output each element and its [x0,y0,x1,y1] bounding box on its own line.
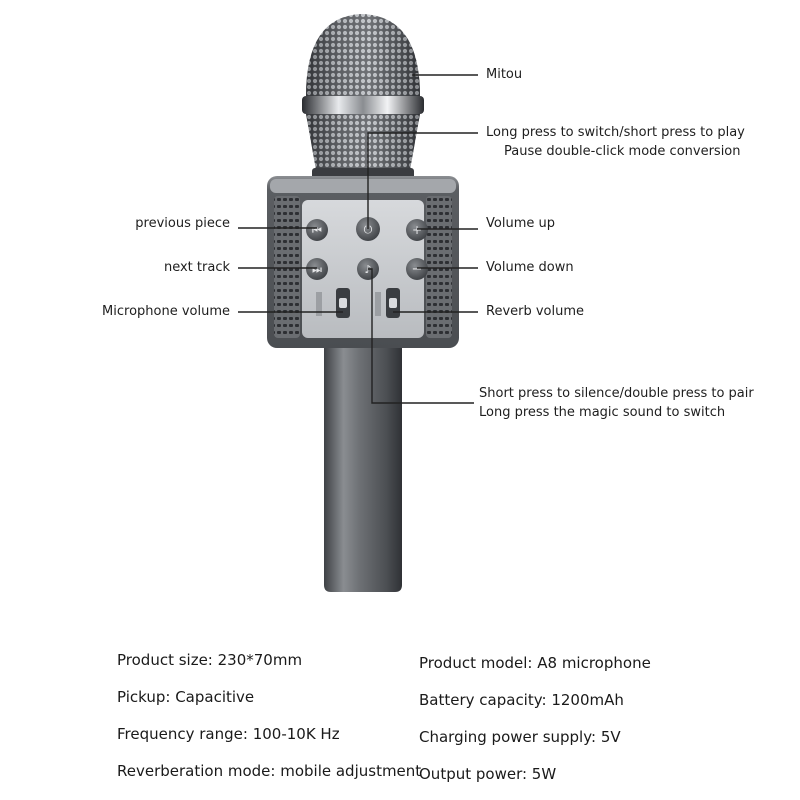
right-speaker-grille [426,196,452,338]
next-label: next track [163,260,230,275]
volume-down-button[interactable] [406,258,428,280]
volume-down-label: Volume down [486,260,574,275]
mesh-head [302,14,424,180]
spec-frequency-range: Frequency range: 100-10K Hz [117,725,340,743]
spec-reverberation-mode: Reverberation mode: mobile adjustment [117,762,422,780]
next-button[interactable] [306,258,328,280]
previous-label: previous piece [135,216,230,231]
mitou-label: Mitou [486,67,523,82]
svg-text:⏮: ⏮ [312,224,322,237]
spec-pickup: Pickup: Capacitive [117,688,255,706]
microphone-volume-label: Microphone volume [102,304,230,319]
spec-product-size: Product size: 230*70mm [117,651,303,669]
svg-text:♪: ♪ [364,263,372,276]
spec-battery-capacity: Battery capacity: 1200mAh [419,691,624,709]
spec-charging-power: Charging power supply: 5V [419,728,621,746]
previous-button[interactable] [306,219,328,241]
spec-output-power: Output power: 5W [419,765,557,783]
play-label-line2: Pause double-click mode conversion [504,144,741,159]
handle [324,340,402,592]
spec-product-model: Product model: A8 microphone [419,654,651,672]
mute-label-line2: Long press the magic sound to switch [479,405,726,420]
left-speaker-grille [274,196,300,338]
mute-label-line1: Short press to silence/double press to pair [479,386,754,401]
reverb-volume-slider[interactable] [375,288,400,318]
volume-up-button[interactable] [406,219,428,241]
reverb-volume-label: Reverb volume [486,304,585,319]
play-label-line1: Long press to switch/short press to play [486,125,745,140]
svg-text:⏭: ⏭ [312,263,322,276]
svg-text:+: + [411,223,423,237]
svg-text:⏻: ⏻ [363,223,373,236]
volume-up-label: Volume up [486,216,555,231]
svg-text:−: − [411,262,423,277]
